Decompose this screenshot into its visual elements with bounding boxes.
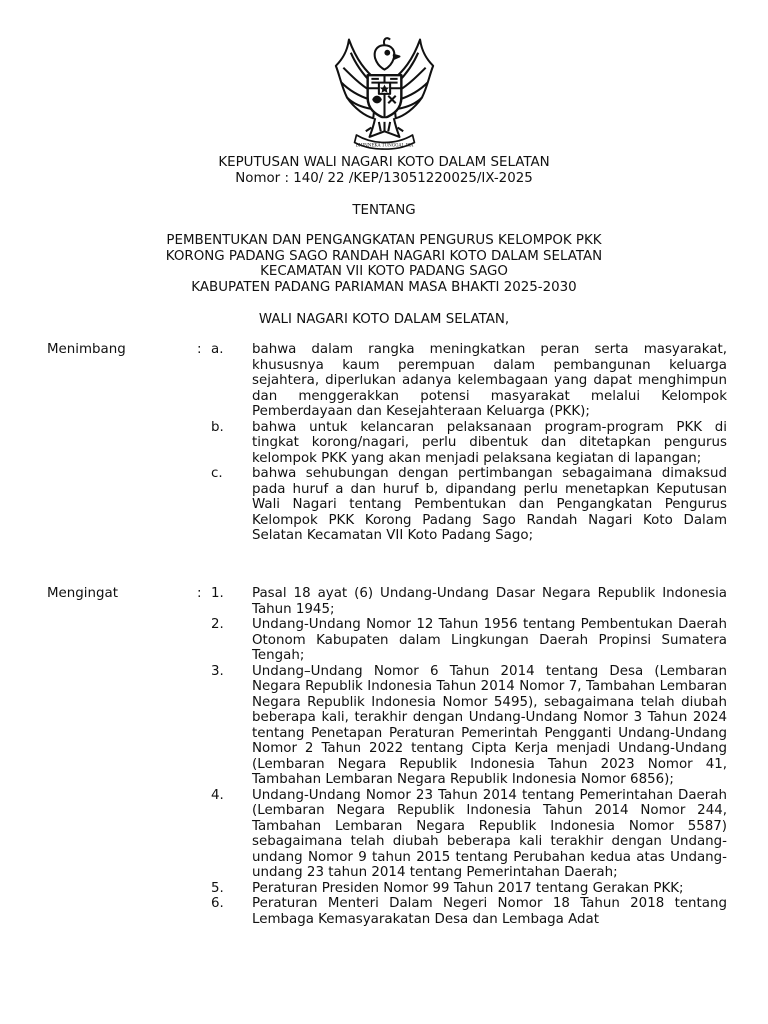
subject-line: PEMBENTUKAN DAN PENGANGKATAN PENGURUS KELOMPOK PKK [166,233,602,248]
item-marker: 2. [211,617,224,632]
section-label: Mengingat [47,586,118,601]
mengingat-section [47,586,727,927]
item-marker: 4. [211,787,224,803]
subject-line: KECAMATAN VII KOTO PADANG SAGO [260,264,508,279]
section-colon: : [197,586,202,601]
list-item [47,664,727,788]
list-item [47,788,727,881]
item-text: bahwa sehubungan dengan pertimbangan sebagaimana dimaksud pada huruf a dan huruf b, dipandang perlu menetapkan Keputusan Wali Nagari tentang Pembentukan dan Pengangkatan Pengurus Kelompok PKK Korong Padang Sago Randah Nagari Koto Dalam Selatan Kecamatan VII Koto Padang Sago; [252,466,727,543]
decree-title: KEPUTUSAN WALI NAGARI KOTO DALAM SELATAN [218,155,550,170]
section-colon: : [197,342,202,357]
list-item [47,466,727,544]
item-marker: b. [211,419,224,435]
item-marker: 1. [211,586,224,601]
list-item [47,342,727,420]
item-text: Peraturan Menteri Dalam Negeri Nomor 18 Tahun 2018 tentang Lembaga Kemasyarakatan Desa dan Lembaga Adat [252,896,727,927]
subject-line: KORONG PADANG SAGO RANDAH NAGARI KOTO DALAM SELATAN [165,248,603,264]
subject-line: KABUPATEN PADANG PARIAMAN MASA BHAKTI 2025-2030 [191,279,577,295]
item-text: Pasal 18 ayat (6) Undang-Undang Dasar Negara Republik Indonesia Tahun 1945; [252,586,727,617]
svg-text:BHINNEKA TUNGGAL IKA: BHINNEKA TUNGGAL IKA [355,142,414,148]
list-item [47,881,727,897]
item-text: Undang-Undang Nomor 23 Tahun 2014 tentang Pemerintahan Daerah (Lembaran Negara Republik Indonesia Tahun 2014 Nomor 244, Tambahan Lembaran Negara Republik Indonesia Nomor 5587) sebagaimana telah diubah beberapa kali terakhir dengan Undang-undang Nomor 9 tahun 2015 tentang Perubahan kedua atas Undang-undang 23 tahun 2014 tentang Pemerintahan Daerah; [252,787,727,880]
item-marker: a. [211,342,224,357]
list-item [47,617,727,664]
item-text: Peraturan Presiden Nomor 99 Tahun 2017 tentang Gerakan PKK; [252,880,684,896]
item-text: bahwa dalam rangka meningkatkan peran serta masyarakat, khususnya kaum perempuan dalam pembangunan keluarga sejahtera, diperlukan adanya kelembagaan yang dapat menghimpun dan menggerakkan potensi masyarakat melalui Kelompok Pemberdayaan dan Kesejahteraan Keluarga (PKK); [252,342,727,419]
item-text: Undang–Undang Nomor 6 Tahun 2014 tentang Desa (Lembaran Negara Republik Indonesia Tahun 2014 Nomor 7, Tambahan Lembaran Negara Republik Indonesia Nomor 5495), sebagaimana telah diubah beberapa kali, terakhir dengan Undang-Undang Nomor 3 Tahun 2024 tentang Penetapan Peraturan Pemerintah Pengganti Undang-Undang Nomor 2 Tahun 2022 tentang Cipta Kerja menjadi Undang-Undang (Lembaran Negara Republik Indonesia Tahun 2023 Nomor 41, Tambahan Lembaran Negara Republik Indonesia Nomor 6856); [252,663,727,787]
item-marker: 5. [211,880,224,896]
item-text: bahwa untuk kelancaran pelaksanaan program-program PKK di tingkat korong/nagari, perlu dibentuk dan ditetapkan pengurus kelompok PKK yang akan menjadi pelaksana kegiatan di lapangan; [252,419,727,466]
list-item [47,420,727,467]
issuer-heading: WALI NAGARI KOTO DALAM SELATAN, [258,312,510,327]
garuda-pancasila-emblem-icon [328,34,441,150]
item-marker: 3. [211,663,224,679]
decree-number: Nomor : 140/ 22 /KEP/13051220025/IX-2025 [235,171,533,186]
menimbang-section [47,342,727,544]
section-label: Menimbang [47,342,126,357]
item-text: Undang-Undang Nomor 12 Tahun 1956 tentang Pembentukan Daerah Otonom Kabupaten dalam Lingkungan Daerah Propinsi Sumatera Tengah; [252,617,727,663]
item-marker: 6. [211,896,224,911]
list-item [47,586,727,617]
item-marker: c. [211,466,223,481]
tentang-heading: TENTANG [352,203,416,218]
list-item [47,896,727,927]
